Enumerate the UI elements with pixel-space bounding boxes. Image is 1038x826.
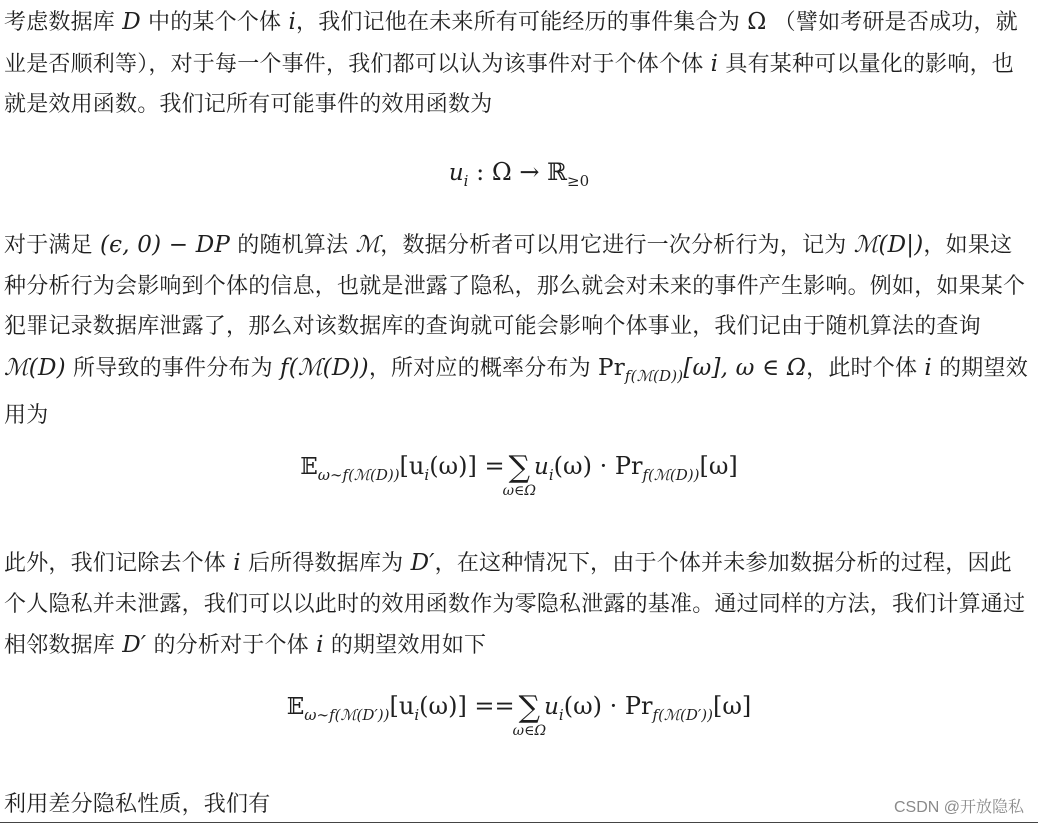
math-u: u [544,694,559,720]
equation-expected-utility-D-prime [0,689,1038,739]
text: 对于满足 [4,233,100,258]
text: （譬如考研是否成功，就业是否顺利等），对于每一个事件，我们都可以认为该事件对于个体个体 [4,10,1018,77]
watermark: CSDN @开放隐私 [893,799,1024,816]
math-text: (ω) · Pr [563,692,653,720]
text: 的期望效用为 [4,355,1028,428]
math-dp: (ϵ, 0) − DP [100,232,231,258]
text: 的分析对于个体 [146,633,317,658]
text: 具有某种可以量化的影响，也就是效用函数。我们记所有可能事件的效用函数为 [4,51,1014,117]
text: 利用差分隐私性质，我们有 [4,792,271,817]
math-text: [ω] [712,692,752,720]
sigma-symbol: ∑ [508,449,531,485]
math-sub-i: i [558,706,564,724]
math-u: u [534,454,549,480]
math-text: (ω) · Pr [553,452,643,480]
math-sub-ge0: ≥0 [567,172,590,190]
math-sub-i: i [548,466,554,484]
text: ，此时个体 [806,355,925,381]
equation-expected-utility-D [0,449,1038,499]
text: 后所得数据库为 [240,551,411,576]
math-text: [u [399,452,425,480]
math-omega-set: [ω], ω ∈ Ω [683,354,807,381]
math-text: (ω)] == [419,692,515,720]
paragraph-neighbor-database [4,543,1032,667]
math-i: i [233,550,241,576]
math-u: u [448,160,464,186]
text: ，如果这种分析行为会影响到个体的信息，也就是泄露了隐私，那么就会对未来的事件产生影响。例如，如果某个犯罪记录数据库泄露了，那么对该数据库的查询就可能会影响个体事业，我们记由于随机算法的查询 [4,233,1026,339]
equation-utility-function [0,158,1038,190]
math-sub-pr: f(ℳ(D′)) [652,706,713,724]
paragraph-random-algorithm [4,225,1032,437]
math-f-M-D: f(ℳ(D)) [279,354,369,381]
math-E: 𝔼 [286,694,305,720]
math-D-prime: D′ [122,632,147,658]
math-sub-f-M-D: f(ℳ(D)) [624,366,684,385]
math-omega: Ω [747,9,767,35]
text: 考虑数据库 [4,10,123,35]
math-text: [ω] [699,452,738,480]
math-sub-expectation: ω∼f(ℳ(D′)) [304,706,390,724]
math-i: i [316,632,324,658]
paragraph-intro [4,2,1032,126]
text: ，我们记他在未来所有可能经历的事件集合为 [296,10,748,35]
summation [512,689,547,739]
math-sub-i: i [414,706,420,724]
math-D: D [122,9,141,35]
math-i: i [710,50,719,77]
text: ，所对应的概率分布为 [368,355,599,381]
math-i: i [288,9,296,35]
text: 此外，我们记除去个体 [4,551,234,576]
text: 中的某个个体 [140,10,289,35]
math-D-prime: D′ [410,550,435,576]
math-sub-pr: f(ℳ(D)) [642,466,700,484]
paragraph-dp-property [4,785,1032,826]
text: 的随机算法 [230,233,356,258]
math-sub-i: i [424,466,430,484]
summation-limit: ω∈Ω [512,722,547,739]
math-text: (ω)] = [429,452,505,480]
text: ，在这种情况下，由于个体并未参加数据分析的过程，因此个人隐私并未泄露，我们可以以此时的效用函数作为零隐私泄露的基准。通过同样的方法，我们计算通过相邻数据库 [4,551,1026,658]
summation [502,449,536,499]
math-i: i [924,354,932,381]
math-text: [u [389,692,415,720]
text: 的期望效用如下 [323,633,487,658]
bottom-divider [0,822,1038,823]
math-M-of-D: ℳ(D|) [853,232,924,258]
text: ，数据分析者可以用它进行一次分析行为，记为 [380,233,854,258]
text: 所导致的事件分布为 [65,355,280,381]
sigma-symbol: ∑ [518,689,541,725]
math-mapping: : Ω → ℝ [468,158,568,186]
math-E: 𝔼 [300,454,318,480]
math-sub-i: i [463,172,469,190]
math-M-of-D: ℳ(D) [4,354,66,381]
math-M: ℳ [355,232,381,258]
math-Pr: Pr [598,354,625,381]
summation-limit: ω∈Ω [502,482,536,499]
math-sub-expectation: ω∼f(ℳ(D)) [317,466,400,484]
